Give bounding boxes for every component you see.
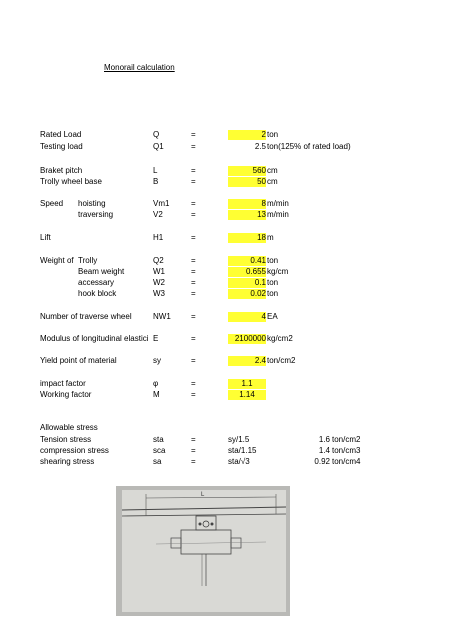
shearing-stress-value: 0.92: [314, 457, 330, 466]
traversing-label: traversing: [78, 210, 114, 219]
compression-stress-formula: sta/1.15: [228, 446, 257, 455]
traverse-wheel-equals: =: [191, 312, 196, 321]
trolly-equals: =: [191, 256, 196, 265]
traverse-wheel-unit: EA: [267, 312, 278, 321]
hoisting-equals: =: [191, 199, 196, 208]
braket-pitch-label: Braket pitch: [40, 166, 83, 175]
working-factor-label: Working factor: [40, 390, 92, 399]
lift-label: Lift: [40, 233, 51, 242]
working-factor-equals: =: [191, 390, 196, 399]
tension-stress-equals: =: [191, 435, 196, 444]
rated-load-unit: ton: [267, 130, 279, 139]
modulus-equals: =: [191, 334, 196, 343]
sketch-dimension-label: L: [201, 492, 205, 498]
traverse-wheel-symbol: NW1: [153, 312, 171, 321]
compression-stress-equals: =: [191, 446, 196, 455]
braket-pitch-unit: cm: [267, 166, 278, 175]
compression-stress-value: 1.4: [318, 446, 330, 455]
trolly-wheel-base-equals: =: [191, 177, 196, 186]
accessary-label: accessary: [78, 278, 115, 287]
beam-weight-label: Beam weight: [78, 267, 125, 276]
shearing-stress-symbol: sa: [153, 457, 162, 466]
rated-load-symbol: Q: [153, 130, 160, 139]
modulus-value: 2100000: [228, 334, 266, 344]
beam-weight-symbol: W1: [153, 267, 165, 276]
monorail-sketch-drawing: [116, 486, 290, 616]
trolly-value: 0.41: [228, 256, 266, 266]
tension-stress-label: Tension stress: [40, 435, 92, 444]
impact-factor-label: impact factor: [40, 379, 86, 388]
hoisting-value: 8: [228, 199, 266, 209]
yield-point-unit: ton/cm2: [267, 356, 296, 365]
yield-point-label: Yield point of material: [40, 356, 117, 365]
traversing-unit: m/min: [267, 210, 289, 219]
rated-load-equals: =: [191, 130, 196, 139]
lift-equals: =: [191, 233, 196, 242]
compression-stress-unit: ton/cm3: [332, 446, 361, 455]
speed-label: Speed: [40, 199, 64, 208]
braket-pitch-value: 560: [228, 166, 266, 176]
impact-factor-value: 1.1: [228, 379, 266, 389]
accessary-unit: ton: [267, 278, 279, 287]
trolly-wheel-base-symbol: B: [153, 177, 159, 186]
modulus-unit: kg/cm2: [267, 334, 293, 343]
monorail-sketch-photo: [116, 486, 290, 616]
hoisting-symbol: Vm1: [153, 199, 170, 208]
rated-load-label: Rated Load: [40, 130, 82, 139]
hook-block-symbol: W3: [153, 289, 165, 298]
beam-weight-value: 0.655: [228, 267, 266, 277]
tension-stress-symbol: sta: [153, 435, 164, 444]
shearing-stress-label: shearing stress: [40, 457, 95, 466]
traversing-symbol: V2: [153, 210, 163, 219]
tension-stress-unit: ton/cm2: [332, 435, 361, 444]
testing-load-unit: ton(125% of rated load): [267, 142, 351, 151]
braket-pitch-equals: =: [191, 166, 196, 175]
traverse-wheel-label: Number of traverse wheel: [40, 312, 132, 321]
hoisting-unit: m/min: [267, 199, 289, 208]
hook-block-equals: =: [191, 289, 196, 298]
shearing-stress-formula: sta/√3: [228, 457, 250, 466]
working-factor-value: 1.14: [228, 390, 266, 400]
yield-point-symbol: sy: [153, 356, 161, 365]
tension-stress-value: 1.6: [318, 435, 330, 444]
braket-pitch-symbol: L: [153, 166, 158, 175]
compression-stress-label: compression stress: [40, 446, 109, 455]
yield-point-value: 2.4: [228, 356, 266, 366]
testing-load-symbol: Q1: [153, 142, 164, 151]
hook-block-unit: ton: [267, 289, 279, 298]
trolly-symbol: Q2: [153, 256, 164, 265]
hoisting-label: hoisting: [78, 199, 106, 208]
traversing-equals: =: [191, 210, 196, 219]
rated-load-value: 2: [228, 130, 266, 140]
testing-load-label: Testing load: [40, 142, 83, 151]
allowable-stress-heading: Allowable stress: [40, 423, 98, 432]
modulus-symbol: E: [153, 334, 159, 343]
accessary-equals: =: [191, 278, 196, 287]
weight-of-label: Weight of: [40, 256, 74, 265]
testing-load-value: 2.5: [254, 142, 266, 151]
lift-unit: m: [267, 233, 274, 242]
trolly-unit: ton: [267, 256, 279, 265]
trolly-label: Trolly: [78, 256, 98, 265]
impact-factor-equals: =: [191, 379, 196, 388]
trolly-wheel-base-label: Trolly wheel base: [40, 177, 102, 186]
yield-point-equals: =: [191, 356, 196, 365]
traversing-value: 13: [228, 210, 266, 220]
hook-block-value: 0.02: [228, 289, 266, 299]
lift-symbol: H1: [153, 233, 164, 242]
trolly-wheel-base-unit: cm: [267, 177, 278, 186]
shearing-stress-unit: ton/cm4: [332, 457, 361, 466]
modulus-label: Modulus of longitudinal elastici: [40, 334, 149, 343]
trolly-wheel-base-value: 50: [228, 177, 266, 187]
tension-stress-formula: sy/1.5: [228, 435, 250, 444]
beam-weight-unit: kg/cm: [267, 267, 289, 276]
hook-block-label: hook block: [78, 289, 117, 298]
testing-load-equals: =: [191, 142, 196, 151]
impact-factor-symbol: φ: [153, 379, 159, 388]
working-factor-symbol: M: [153, 390, 160, 399]
compression-stress-symbol: sca: [153, 446, 166, 455]
accessary-symbol: W2: [153, 278, 165, 287]
page-title: Monorail calculation: [104, 63, 175, 72]
lift-value: 18: [228, 233, 266, 243]
shearing-stress-equals: =: [191, 457, 196, 466]
accessary-value: 0.1: [228, 278, 266, 288]
beam-weight-equals: =: [191, 267, 196, 276]
traverse-wheel-value: 4: [228, 312, 266, 322]
